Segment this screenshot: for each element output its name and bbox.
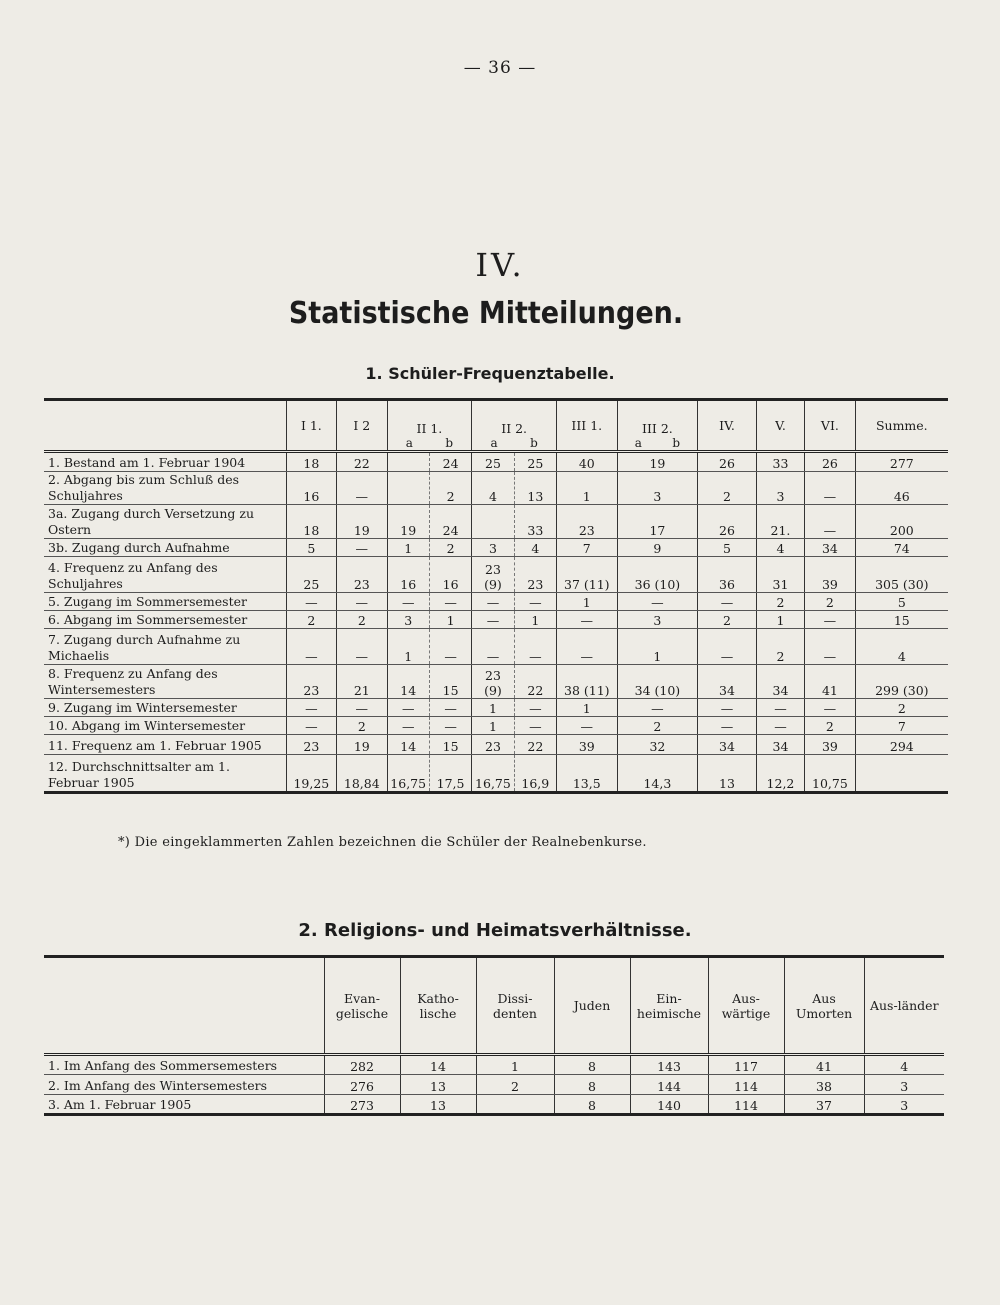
table1-title: 1. Schüler-Frequenztabelle. [365,364,615,383]
table-cell: 14 [387,735,429,755]
table-cell: 1 [756,611,804,629]
header-blank [44,957,324,1055]
table-cell: — [337,539,387,557]
table-cell: 144 [630,1075,708,1095]
table-cell: 277 [855,452,948,472]
table-cell: 34 [756,665,804,699]
table-cell: — [698,593,757,611]
col-header-group [472,400,557,452]
table-cell: — [337,593,387,611]
table-cell: 3 [864,1095,944,1115]
table-cell: 5 [698,539,757,557]
table-cell: — [337,472,387,505]
table-cell: 22 [514,735,556,755]
table-cell: — [698,717,757,735]
table-row [44,717,948,735]
table-cell: 9 [617,539,698,557]
table-cell: 4 [756,539,804,557]
table-cell: 16 [387,557,429,593]
table-cell: — [387,593,429,611]
table-cell: 1 [472,717,514,735]
table-cell: — [557,629,618,665]
col-header: Juden [554,957,630,1055]
sub-b: b [672,436,681,450]
row-label: 3. Am 1. Februar 1905 [44,1095,324,1115]
table-cell: 3 [472,539,514,557]
col-header: Aus-länder [864,957,944,1055]
table-row [44,1095,944,1115]
table-cell: — [698,629,757,665]
table-cell: 34 [756,735,804,755]
table-row [44,629,948,665]
col-header: II 1. [416,421,443,436]
table-cell: — [514,593,556,611]
table-cell: 17,5 [429,755,471,793]
table-cell: 2 [855,699,948,717]
table-cell: — [805,472,855,505]
row-label: 7. Zugang durch Aufnahme zu Michaelis [44,629,286,665]
section-numeral: IV. [475,246,525,284]
table-cell: 13 [400,1095,476,1115]
table-cell: 14,3 [617,755,698,793]
table-cell: 25 [472,452,514,472]
row-label: 1. Bestand am 1. Februar 1904 [44,452,286,472]
table-cell: 282 [324,1055,400,1075]
col-header: Katho-lische [400,957,476,1055]
table-row [44,505,948,539]
table-cell: 33 [514,505,556,539]
sub-b: b [445,436,454,450]
table-cell: 16 [429,557,471,593]
table-cell: 2 [756,593,804,611]
table-row [44,665,948,699]
table-cell: — [805,699,855,717]
col-header: Ein-heimische [630,957,708,1055]
col-header: Dissi-denten [476,957,554,1055]
table-cell: 294 [855,735,948,755]
table-cell: 1 [472,699,514,717]
table-cell: 17 [617,505,698,539]
table-row [44,472,948,505]
table-cell: 114 [708,1095,784,1115]
table-cell: — [756,699,804,717]
table-cell: — [514,629,556,665]
table-cell: 1 [387,629,429,665]
table-cell: 1 [557,593,618,611]
table-cell [387,452,429,472]
table-cell: — [387,717,429,735]
table-cell: 23 (9) [472,557,514,593]
table-cell: 34 [805,539,855,557]
table-cell: — [472,593,514,611]
table-cell: — [617,699,698,717]
row-label: 2. Abgang bis zum Schluß des Schuljahres [44,472,286,505]
table-cell: — [698,699,757,717]
col-header: Aus Umorten [784,957,864,1055]
table-cell: — [514,717,556,735]
col-header: III 2. [642,421,673,436]
table-cell: 19,25 [286,755,336,793]
table-cell: 19 [337,735,387,755]
col-header: Evan-gelische [324,957,400,1055]
sub-a: a [405,436,413,450]
table-cell: 200 [855,505,948,539]
table-cell: 18,84 [337,755,387,793]
table-cell: 36 [698,557,757,593]
table-cell: 1 [557,699,618,717]
table-row [44,611,948,629]
religion-table [44,955,944,1116]
table-cell: 7 [557,539,618,557]
table-cell: 34 (10) [617,665,698,699]
table-cell: 2 [805,717,855,735]
table-cell: 2 [617,717,698,735]
table-cell: 23 [337,557,387,593]
table-cell: 12,2 [756,755,804,793]
table-cell: 4 [855,629,948,665]
table-cell: 23 [286,735,336,755]
table-cell: — [756,717,804,735]
table-cell [472,505,514,539]
table-cell: 5 [286,539,336,557]
col-header: III 1. [557,400,618,452]
col-header: IV. [698,400,757,452]
table-cell: 8 [554,1055,630,1075]
table-cell: 2 [429,472,471,505]
table-cell: 7 [855,717,948,735]
table-cell: 38 [784,1075,864,1095]
footnote: *) Die eingeklammerten Zahlen bezeichnen die Schüler der Realnebenkurse. [118,835,647,850]
sub-a: a [634,436,642,450]
table-cell: 1 [387,539,429,557]
row-label: 10. Abgang im Wintersemester [44,717,286,735]
table-cell: — [472,611,514,629]
table-cell: 18 [286,505,336,539]
table-cell: 276 [324,1075,400,1095]
col-header: II 2. [501,421,528,436]
table-cell: 23 [472,735,514,755]
row-label: 5. Zugang im Sommersemester [44,593,286,611]
row-label: 1. Im Anfang des Sommersemesters [44,1055,324,1075]
table-cell: 37 (11) [557,557,618,593]
table-cell: 22 [337,452,387,472]
row-label: 3a. Zugang durch Versetzung zu Ostern [44,505,286,539]
table-row [44,1075,944,1095]
table-cell: 3 [864,1075,944,1095]
table-row [44,699,948,717]
table-cell: 16,75 [387,755,429,793]
table-cell: 10,75 [805,755,855,793]
col-header: VI. [805,400,855,452]
table-cell: 1 [514,611,556,629]
table-cell: 39 [557,735,618,755]
col-header: Summe. [855,400,948,452]
table-cell: 22 [514,665,556,699]
row-label: 6. Abgang im Sommersemester [44,611,286,629]
table-cell: 2 [286,611,336,629]
table-cell: 16 [286,472,336,505]
table-cell: 2 [476,1075,554,1095]
table-cell: 16,75 [472,755,514,793]
table-cell: — [286,699,336,717]
table-cell: — [337,629,387,665]
table-cell: — [429,593,471,611]
table-cell: 46 [855,472,948,505]
table-cell: 2 [429,539,471,557]
table-cell: 19 [387,505,429,539]
col-header-group [387,400,472,452]
table-cell: — [337,699,387,717]
table-cell: 31 [756,557,804,593]
table-cell: 1 [557,472,618,505]
table-cell: 2 [337,717,387,735]
table-cell: 2 [756,629,804,665]
table2-title: 2. Religions- und Heimatsverhältnisse. [298,920,692,941]
table-cell: 34 [698,665,757,699]
table-cell: 26 [698,505,757,539]
table-cell: — [617,593,698,611]
table-cell: — [557,611,618,629]
row-label: 8. Frequenz zu Anfang des Wintersemesters [44,665,286,699]
table-cell: 15 [855,611,948,629]
table-cell: — [805,611,855,629]
table-cell: 3 [387,611,429,629]
table-cell: 4 [514,539,556,557]
table-cell: 13 [698,755,757,793]
header-blank [44,400,286,452]
col-header: Aus-wärtige [708,957,784,1055]
col-header: I 2 [337,400,387,452]
table-cell: — [429,717,471,735]
col-header: V. [756,400,804,452]
table-cell: 24 [429,505,471,539]
table-cell: 23 (9) [472,665,514,699]
table-cell: 8 [554,1095,630,1115]
row-label: 11. Frequenz am 1. Februar 1905 [44,735,286,755]
table-cell: — [805,505,855,539]
table-cell: 19 [617,452,698,472]
col-header: I 1. [286,400,336,452]
table-cell: 41 [784,1055,864,1075]
table-cell: 25 [286,557,336,593]
table-cell: — [472,629,514,665]
table-cell: 16,9 [514,755,556,793]
table-cell: — [286,717,336,735]
table-cell: — [286,593,336,611]
table-cell: — [514,699,556,717]
table-cell: 24 [429,452,471,472]
table-cell [476,1095,554,1115]
table-cell: 41 [805,665,855,699]
table-cell: 273 [324,1095,400,1115]
table-cell: 14 [400,1055,476,1075]
table-cell: 1 [429,611,471,629]
table-cell: 25 [514,452,556,472]
table-cell: 40 [557,452,618,472]
table-cell: 39 [805,557,855,593]
table-cell: 13,5 [557,755,618,793]
table-cell: 140 [630,1095,708,1115]
table-cell: 4 [472,472,514,505]
page-title: Statistische Mitteilungen. [288,296,684,331]
table-cell: 39 [805,735,855,755]
table-cell: 13 [400,1075,476,1095]
table-cell: 13 [514,472,556,505]
table-cell: 15 [429,735,471,755]
table-row [44,452,948,472]
row-label: 3b. Zugang durch Aufnahme [44,539,286,557]
table-cell: 299 (30) [855,665,948,699]
row-label: 2. Im Anfang des Wintersemesters [44,1075,324,1095]
table-cell: 34 [698,735,757,755]
table-cell: 2 [698,611,757,629]
table-row [44,755,948,793]
table-cell: 26 [698,452,757,472]
table-cell: 74 [855,539,948,557]
table-cell: 21 [337,665,387,699]
table-cell: 21. [756,505,804,539]
sub-a: a [490,436,498,450]
table-cell: 1 [617,629,698,665]
table-cell: — [429,629,471,665]
table-cell [855,755,948,793]
table-cell: 1 [476,1055,554,1075]
table-row [44,1055,944,1075]
table-cell: 117 [708,1055,784,1075]
row-label: 4. Frequenz zu Anfang des Schuljahres [44,557,286,593]
frequency-table [44,398,948,794]
sub-b: b [530,436,538,450]
table-row [44,593,948,611]
table-cell: — [387,699,429,717]
table-cell: — [286,629,336,665]
table-row [44,735,948,755]
table-cell: 5 [855,593,948,611]
table-cell: 32 [617,735,698,755]
table-cell: 2 [337,611,387,629]
col-header-group [617,400,698,452]
table-cell: 14 [387,665,429,699]
page-number: — 36 — [463,58,537,78]
table-cell: 143 [630,1055,708,1075]
table-cell: 114 [708,1075,784,1095]
table-cell: 3 [617,472,698,505]
table-cell: 23 [286,665,336,699]
table-cell: — [805,629,855,665]
table-cell: 26 [805,452,855,472]
row-label: 12. Durchschnittsalter am 1. Februar 1905 [44,755,286,793]
table-cell: 3 [756,472,804,505]
table-cell: 8 [554,1075,630,1095]
table-cell: 4 [864,1055,944,1075]
table-row [44,539,948,557]
table-cell: 23 [557,505,618,539]
table-row [44,557,948,593]
table-cell: — [429,699,471,717]
table-cell: 38 (11) [557,665,618,699]
table-cell: 2 [805,593,855,611]
table-cell: 3 [617,611,698,629]
table-cell: 305 (30) [855,557,948,593]
table-cell: — [557,717,618,735]
table-cell: 2 [698,472,757,505]
table-cell: 15 [429,665,471,699]
table-cell: 37 [784,1095,864,1115]
table-cell: 36 (10) [617,557,698,593]
row-label: 9. Zugang im Wintersemester [44,699,286,717]
table-cell [387,472,429,505]
table-cell: 18 [286,452,336,472]
table-cell: 19 [337,505,387,539]
table-cell: 23 [514,557,556,593]
table-cell: 33 [756,452,804,472]
